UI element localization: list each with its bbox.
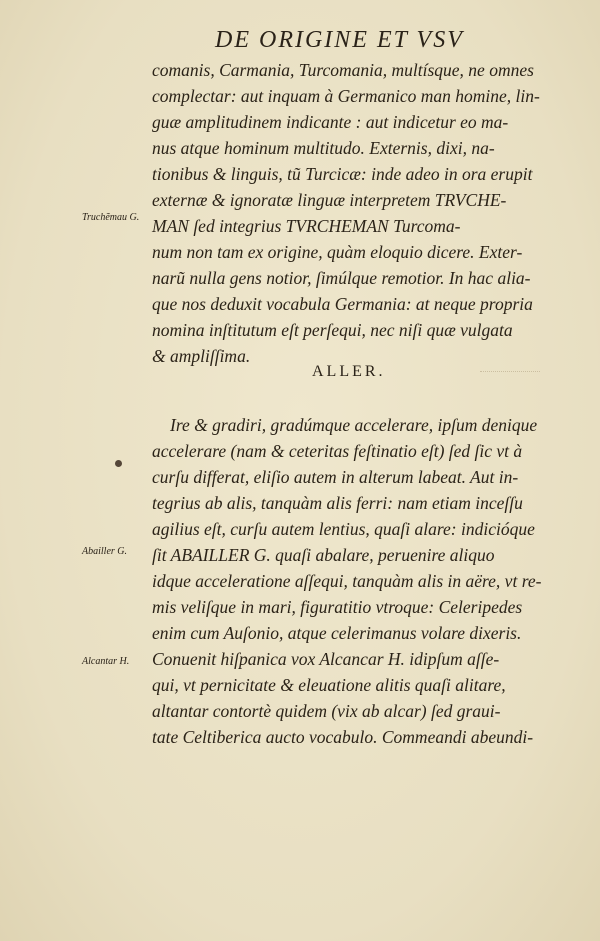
text-line: nomina inſtitutum eſt perſequi, nec niſi quæ vulgata <box>152 320 513 340</box>
margin-note-alcantar: Alcantar H. <box>82 656 130 667</box>
margin-note-truchemau: Truchẽmau G. <box>82 212 140 223</box>
text-line: comanis, Carmania, Turcomania, multísque, ne omnes <box>152 60 534 80</box>
text-line: tegrius ab alis, tanquàm alis ferri: nam etiam inceſſu <box>152 493 523 513</box>
running-head: DE ORIGINE ET VSV <box>215 27 464 53</box>
text-line: ſit ABAILLER G. quaſi abalare, peruenire aliquo <box>152 545 495 565</box>
text-line: & ampliſſima. <box>152 346 251 366</box>
text-line: guæ amplitudinem indicante : aut indicetur eo ma- <box>152 112 509 132</box>
text-line: tionibus & linguis, tũ Turcicæ: inde adeo in ora erupit <box>152 164 533 184</box>
text-line: num non tam ex origine, quàm eloquio dicere. Exter- <box>152 242 523 262</box>
faded-ornament <box>480 371 540 374</box>
text-line: narũ nulla gens notior, ſimúlque remotior. In hac alia- <box>152 268 531 288</box>
text-line: externæ & ignoratæ linguæ interpretem TRVCHE- <box>152 190 507 210</box>
text-line: enim cum Auſonio, atque celerimanus volare dixeris. <box>152 623 522 643</box>
ink-blot <box>115 460 122 467</box>
text-line: tate Celtiberica aucto vocabulo. Commeandi abeundi- <box>152 727 534 747</box>
text-line: MAN ſed integrius TVRCHEMAN Turcoma- <box>152 216 461 236</box>
margin-note-abailler: Abailler G. <box>82 546 127 557</box>
text-line: curſu differat, eliſio autem in alterum labeat. Aut in- <box>152 467 519 487</box>
text-line: altantar contortè quidem (vix ab alcar) ſed graui- <box>152 701 501 721</box>
text-line: accelerare (nam & ceteritas feſtinatio eſt) ſed ſic vt à <box>152 441 523 461</box>
text-line: nus atque hominum multitudo. Externis, dixi, na- <box>152 138 495 158</box>
text-line: idque acceleratione aſſequi, tanquàm alis in aëre, vt re- <box>152 571 542 591</box>
text-line: mis veliſque in mari, figuratitio vtroque: Celeripedes <box>152 597 523 617</box>
section-heading: ALLER. <box>312 363 386 380</box>
text-line: Ire & gradiri, gradúmque accelerare, ipſum denique <box>170 415 538 435</box>
text-line: que nos deduxit vocabula Germania: at neque propria <box>152 294 533 314</box>
text-line: qui, vt pernicitate & eleuatione alitis quaſi alitare, <box>152 675 506 695</box>
text-line: Conuenit hiſpanica vox Alcancar H. idipſum aſſe- <box>152 649 500 669</box>
text-line: complectar: aut inquam à Germanico man homine, lin- <box>152 86 540 106</box>
text-line: agilius eſt, curſu autem lentius, quaſi alare: indicióque <box>152 519 535 539</box>
